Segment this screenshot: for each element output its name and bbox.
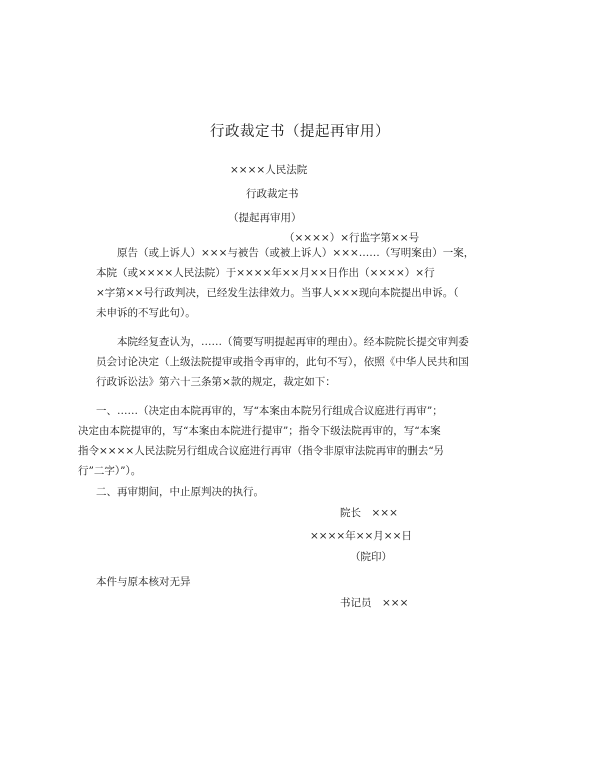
court-seal-label: （院印） bbox=[350, 551, 392, 563]
paragraph-line: 行政诉讼法》第六十三条第×款的规定，裁定如下： bbox=[96, 376, 336, 388]
paragraph-line: 原告（或上诉人）×××与被告（或被上诉人）×××……（写明案由）一案， bbox=[117, 247, 475, 259]
paragraph-line: 决定由本院提审的，写“本案由本院进行提审”；指令下级法院再审的，写“本案 bbox=[78, 425, 441, 437]
paragraph-line: 本院经复查认为，……（简要写明提起再审的理由）。经本院院长提交审判委 bbox=[117, 336, 469, 348]
paragraph-ruling-item-2 bbox=[96, 482, 496, 502]
paragraph-case-background bbox=[96, 243, 496, 323]
document-type: 行政裁定书 bbox=[246, 188, 299, 200]
paragraph-review-reasoning bbox=[96, 332, 496, 392]
signature-clerk: 书记员 ××× bbox=[340, 597, 409, 609]
paragraph-ruling-item-1 bbox=[78, 401, 496, 481]
paragraph-line: 未申诉的不写此句）。 bbox=[96, 307, 196, 319]
paragraph-line: 指令××××人民法院另行组成合议庭进行再审（指令非原审法院再审的删去“另 bbox=[78, 445, 445, 457]
paragraph-line: 一、……（决定由本院再审的，写“本案由本院另行组成合议庭进行再审”； bbox=[96, 405, 443, 417]
signature-date: ××××年××月××日 bbox=[310, 530, 412, 542]
signature-court-president: 院长 ××× bbox=[340, 507, 398, 519]
court-name: ××××人民法院 bbox=[230, 164, 308, 176]
copy-verification-note: 本件与原本核对无异 bbox=[96, 576, 191, 588]
paragraph-line: 员会讨论决定（上级法院提审或指令再审的，此句不写），依照《中华人民共和国 bbox=[96, 356, 469, 368]
paragraph-line: 本院（或××××人民法院）于××××年××月××日作出（××××）×行 bbox=[96, 267, 435, 279]
paragraph-line: 二、再审期间，中止原判决的执行。 bbox=[96, 486, 264, 498]
document-title: 行政裁定书（提起再审用） bbox=[210, 124, 390, 140]
paragraph-line: 行”二字）”）。 bbox=[78, 465, 142, 477]
case-number: （××××）×行监字第××号 bbox=[284, 232, 420, 244]
paragraph-line: ×字第××号行政判决，已经发生法律效力。当事人×××现向本院提出申诉。（ bbox=[96, 287, 459, 299]
document-subtype: （提起再审用） bbox=[228, 212, 302, 224]
